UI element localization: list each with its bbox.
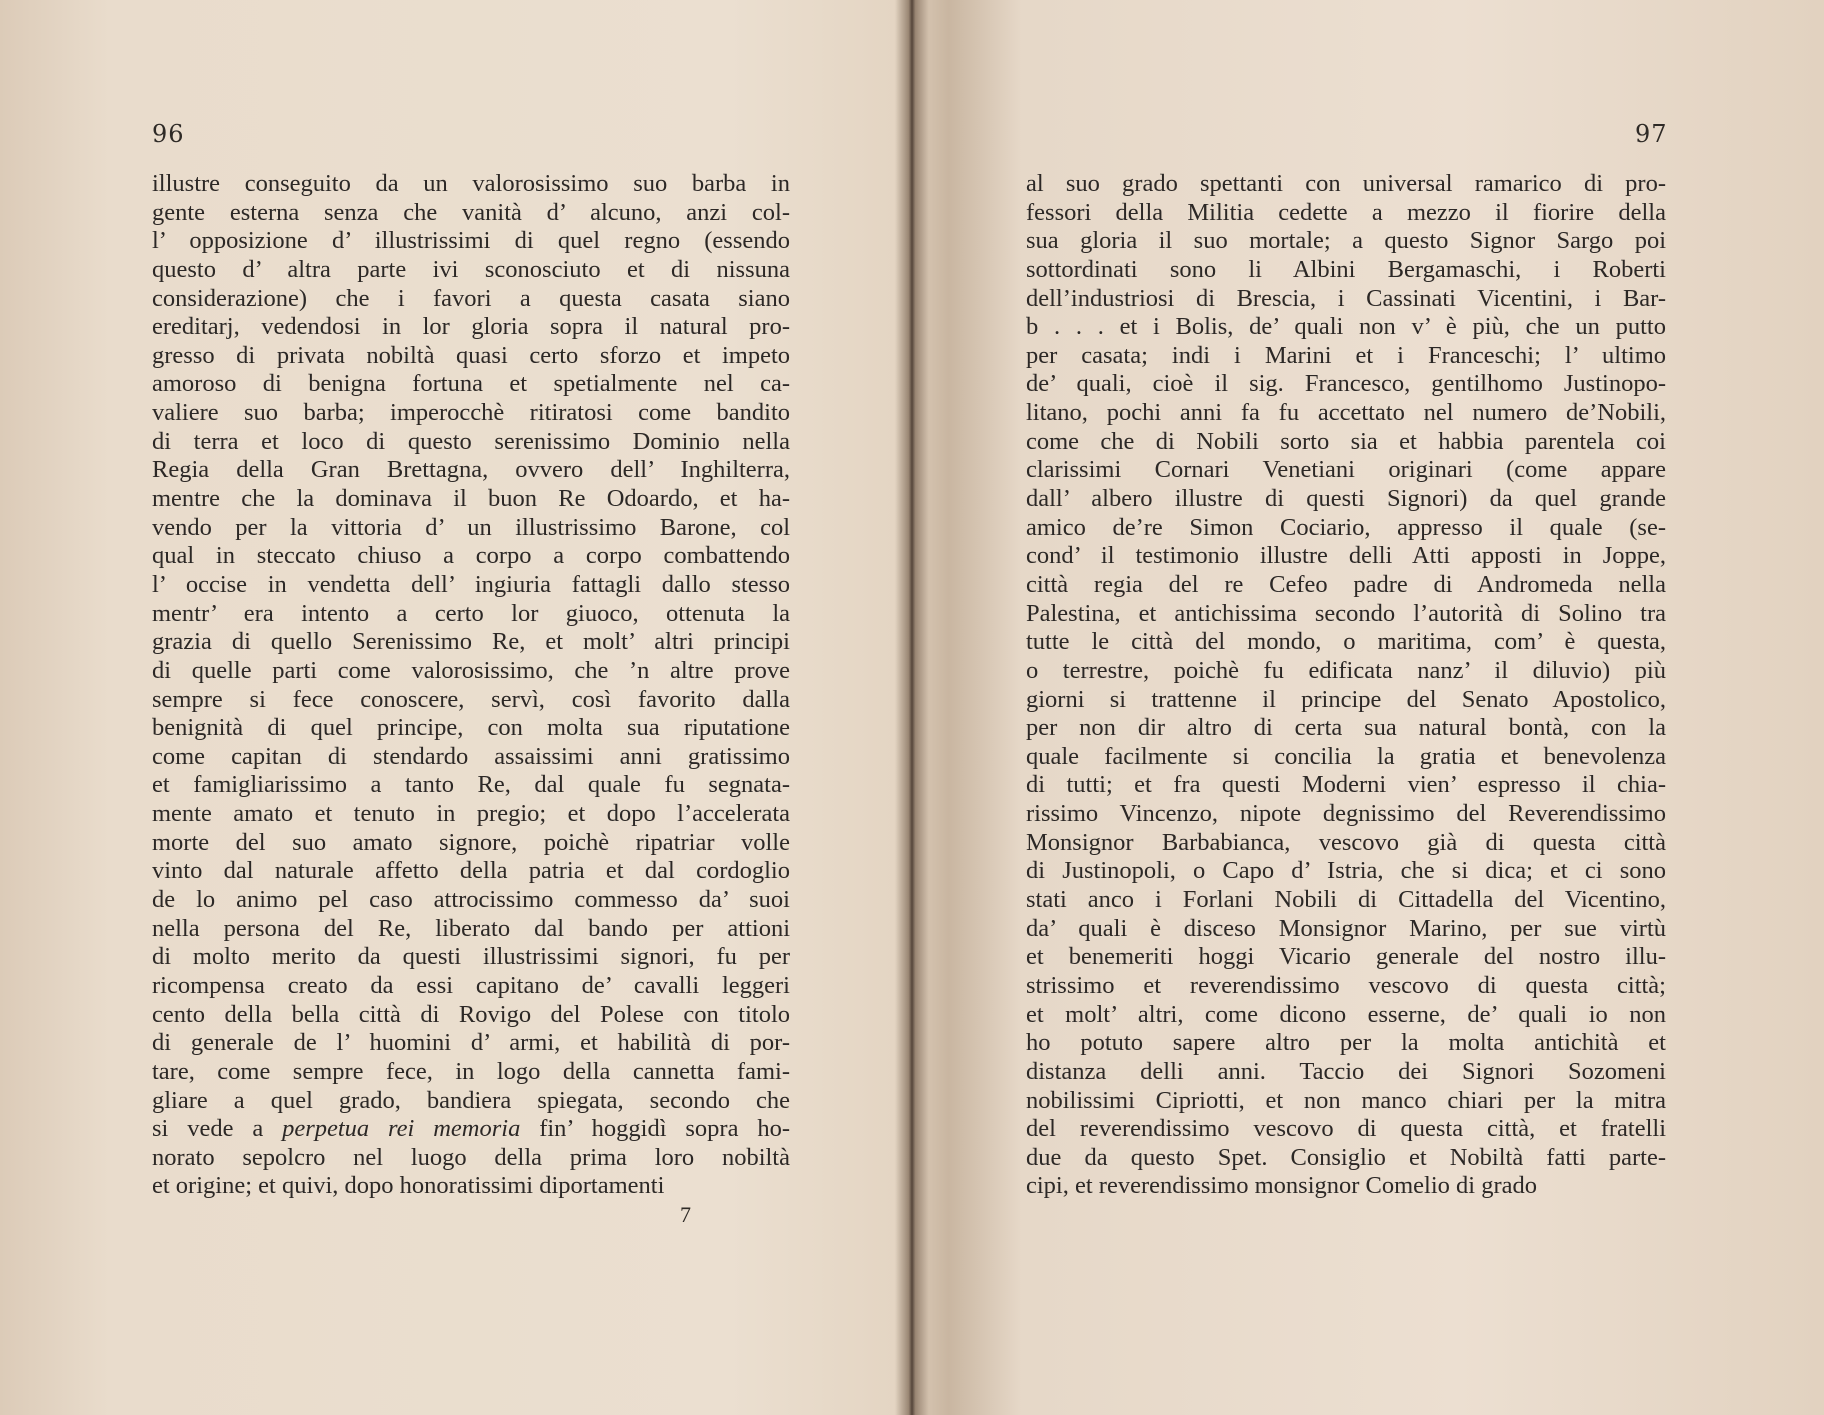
right-line: cipi, et reverendissimo monsignor Comelio di grado [1026, 1172, 1538, 1200]
right-line: distanza delli anni. Taccio dei Signori Sozomeni [1026, 1057, 1666, 1085]
left-line: gresso di privata nobiltà quasi certo sforzo et impeto [152, 341, 790, 369]
left-line: l’ opposizione d’ illustrissimi di quel regno (essendo [152, 227, 790, 255]
left-line: sempre si fece conoscere, servì, così favorito dalla [152, 685, 790, 713]
left-line: si vede a perpetua rei memoria fin’ hoggidì sopra ho- [152, 1115, 790, 1143]
left-line: de lo animo pel caso attrocissimo commesso da’ suoi [152, 886, 790, 914]
right-line: clarissimi Cornari Venetiani originari (come appare [1026, 456, 1666, 484]
right-line: dall’ albero illustre di questi Signori) da quel grande [1026, 485, 1666, 513]
right-line: città regia del re Cefeo padre di Andromeda nella [1026, 570, 1666, 598]
right-page-text [1026, 170, 1666, 1201]
left-line: benignità di quel principe, con molta sua riputatione [152, 714, 790, 742]
left-line: vendo per la vittoria d’ un illustrissimo Barone, col [152, 513, 790, 541]
left-line: considerazione) che i favori a questa casata siano [152, 284, 790, 312]
left-line: di quelle parti come valorosissimo, che ’n altre prove [152, 656, 790, 684]
left-line: illustre conseguito da un valorosissimo suo barba in [152, 170, 790, 197]
right-line: ho potuto sapere altro per la molta antichità et [1026, 1029, 1666, 1057]
left-line: grazia di quello Serenissimo Re, et molt’ altri principi [152, 628, 790, 656]
left-line: di terra et loco di questo serenissimo Dominio nella [152, 427, 790, 455]
right-line: amico de’re Simon Cociario, appresso il quale (se- [1026, 513, 1666, 541]
right-line: Palestina, et antichissima secondo l’autorità di Solino tra [1026, 599, 1666, 627]
left-line: tare, come sempre fece, in logo della cannetta fami- [152, 1057, 790, 1085]
left-line: di molto merito da questi illustrissimi signori, fu per [152, 943, 790, 971]
page-number-right: 97 [1635, 120, 1668, 148]
right-line: sottordinati sono li Albini Bergamaschi, i Roberti [1026, 255, 1666, 283]
right-line: sua gloria il suo mortale; a questo Signor Sargo poi [1026, 227, 1666, 255]
left-line: norato sepolcro nel luogo della prima loro nobiltà [152, 1143, 790, 1171]
right-line: per casata; indi i Marini et i Franceschi; l’ ultimo [1026, 341, 1666, 369]
signature-mark: 7 [680, 1202, 691, 1227]
right-line: due da questo Spet. Consiglio et Nobiltà fatti parte- [1026, 1143, 1666, 1171]
right-line: litano, pochi anni fa fu accettato nel numero de’Nobili, [1026, 399, 1666, 427]
right-line: fessori della Militia cedette a mezzo il fiorire della [1026, 198, 1666, 226]
left-line: questo d’ altra parte ivi sconosciuto et di nissuna [152, 255, 790, 283]
right-line: rissimo Vincenzo, nipote degnissimo del Reverendissimo [1026, 800, 1666, 828]
right-line: o terrestre, poichè fu edificata nanz’ il diluvio) più [1026, 656, 1666, 684]
right-line: Monsignor Barbabianca, vescovo già di questa città [1026, 828, 1666, 856]
left-line: l’ occise in vendetta dell’ ingiuria fattagli dallo stesso [152, 570, 790, 598]
left-line: et origine; et quivi, dopo honoratissimi diportamenti [152, 1172, 665, 1200]
right-line: cond’ il testimonio illustre delli Atti apposti in Joppe, [1026, 542, 1666, 570]
right-line: del reverendissimo vescovo di questa città, et fratelli [1026, 1115, 1666, 1143]
left-line: Regia della Gran Brettagna, ovvero dell’ Inghilterra, [152, 456, 790, 484]
left-line: gliare a quel grado, bandiera spiegata, secondo che [152, 1086, 790, 1114]
left-line: morte del suo amato signore, poichè ripatriar volle [152, 828, 790, 856]
left-line: valiere suo barba; imperocchè ritiratosi come bandito [152, 399, 790, 427]
right-line: giorni si trattenne il principe del Senato Apostolico, [1026, 685, 1666, 713]
left-line: et famigliarissimo a tanto Re, dal quale fu segnata- [152, 771, 790, 799]
left-line: ereditarj, vedendosi in lor gloria sopra il natural pro- [152, 313, 790, 341]
left-line: come capitan di stendardo assaissimi anni gratissimo [152, 742, 790, 770]
right-line: b . . . et i Bolis, de’ quali non v’ è più, che un putto [1026, 313, 1666, 341]
left-line: di generale de l’ huomini d’ armi, et habilità di por- [152, 1029, 790, 1057]
right-line: come che di Nobili sorto sia et habbia parentela coi [1026, 427, 1666, 455]
left-line: mente amato et tenuto in pregio; et dopo l’accelerata [152, 800, 790, 828]
left-line: vinto dal naturale affetto della patria et dal cordoglio [152, 857, 790, 885]
right-line: dell’industriosi di Brescia, i Cassinati Vicentini, i Bar- [1026, 284, 1666, 312]
right-line: da’ quali è disceso Monsignor Marino, per sue virtù [1026, 914, 1666, 942]
right-line: tutte le città del mondo, o maritima, com’ è questa, [1026, 628, 1666, 656]
right-line: di tutti; et fra questi Moderni vien’ espresso il chia- [1026, 771, 1666, 799]
left-page [0, 0, 905, 1415]
left-line: nella persona del Re, liberato dal bando per attioni [152, 914, 790, 942]
right-line: di Justinopoli, o Capo d’ Istria, che si dica; et ci sono [1026, 857, 1666, 885]
left-line: mentr’ era intento a certo lor giuoco, ottenuta la [152, 599, 790, 627]
right-line: et benemeriti hoggi Vicario generale del nostro illu- [1026, 943, 1666, 971]
left-line: gente esterna senza che vanità d’ alcuno, anzi col- [152, 198, 790, 226]
right-page [922, 0, 1824, 1415]
right-line: stati anco i Forlani Nobili di Cittadella del Vicentino, [1026, 886, 1666, 914]
left-line: cento della bella città di Rovigo del Polese con titolo [152, 1000, 790, 1028]
right-line: per non dir altro di certa sua natural bontà, con la [1026, 714, 1666, 742]
right-line: quale facilmente si concilia la gratia et benevolenza [1026, 742, 1666, 770]
right-line: strissimo et reverendissimo vescovo di questa città; [1026, 971, 1666, 999]
right-line: de’ quali, cioè il sig. Francesco, gentilhomo Justinopo- [1026, 370, 1666, 398]
right-line: et molt’ altri, come dicono esserne, de’ quali io non [1026, 1000, 1666, 1028]
left-line: ricompensa creato da essi capitano de’ cavalli leggeri [152, 971, 790, 999]
right-line: nobilissimi Cipriotti, et non manco chiari per la mitra [1026, 1086, 1666, 1114]
page-number-left: 96 [152, 120, 185, 148]
left-line: mentre che la dominava il buon Re Odoardo, et ha- [152, 485, 790, 513]
right-line: al suo grado spettanti con universal ramarico di pro- [1026, 170, 1666, 197]
left-page-text [152, 170, 790, 1201]
left-line: amoroso di benigna fortuna et spetialmente nel ca- [152, 370, 790, 398]
left-line: qual in steccato chiuso a corpo a corpo combattendo [152, 542, 790, 570]
